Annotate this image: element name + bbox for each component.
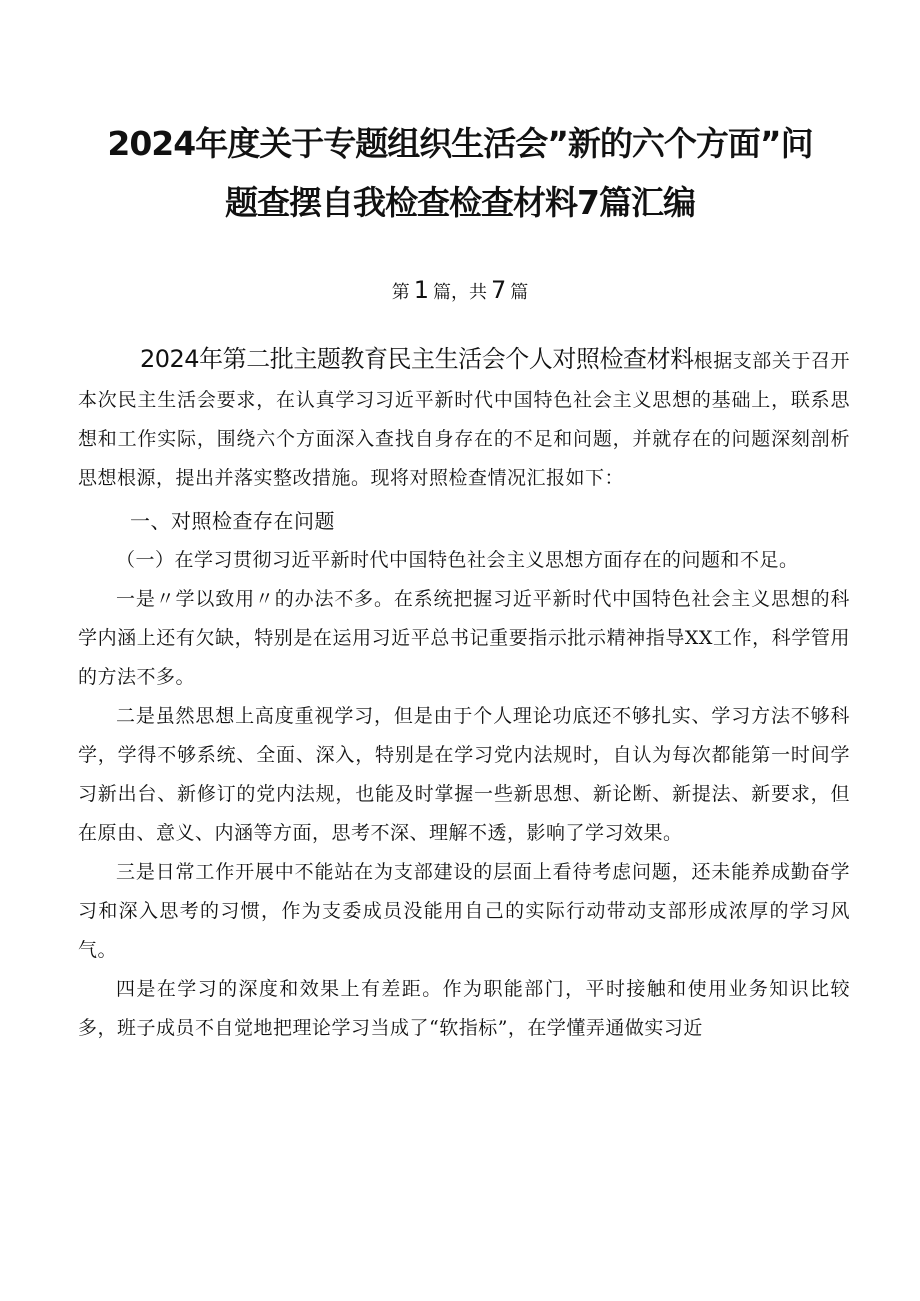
intro-text: 根据支部关于召开本次民主生活会要求，在认真学习习近平新时代中国特色社会主义思想的基础上，联系思想和工作实际，围绕六个方面深入查找自身存在的不足和问题，并就存在的问题深刻剖析思想根源，提出并落实整改措施。现将对照检查情况汇报如下： [78,350,850,489]
intro-paragraph [78,340,850,498]
section-suffix: 篇 [510,282,529,303]
document-title-line-2: 题查摆自我检查检查材料7篇汇编 [225,183,695,222]
sub-title: 2024年第二批主题教育民主生活会个人对照检查材料 [140,345,694,373]
section-prefix: 第 [391,282,410,303]
document-body [78,340,850,1048]
document-title-line-1: 2024年度关于专题组织生活会”新的六个方面”问 [107,124,813,163]
section-current-number: 1 [413,276,429,304]
point-2-paragraph: 二是虽然思想上高度重视学习，但是由于个人理论功底还不够扎实、学习方法不够科学，学得不够系统、全面、深入，特别是在学习党内法规时，自认为每次都能第一时间学习新出台、新修订的党内法规，也能及时掌握一些新思想、新论断、新提法、新要求，但在原由、意义、内涵等方面，思考不深、理解不透，影响了学习效果。 [78,705,850,844]
point-4-paragraph: 四是在学习的深度和效果上有差距。作为职能部门，平时接触和使用业务知识比较多，班子成员不自觉地把理论学习当成了“软指标”，在学懂弄通做实习近 [78,978,850,1039]
subheading-1: （一）在学习贯彻习近平新时代中国特色社会主义思想方面存在的问题和不足。 [116,549,799,571]
section-total-number: 7 [491,276,507,304]
section-indicator [0,275,920,308]
point-1-paragraph: 一是〃学以致用〃的办法不多。在系统把握习近平新时代中国特色社会主义思想的科学内涵上还有欠缺，特别是在运用习近平总书记重要指示批示精神指导XX工作，科学管用的方法不多。 [78,588,850,688]
heading-1: 一、对照检查存在问题 [130,509,335,533]
point-3-paragraph: 三是日常工作开展中不能站在为支部建设的层面上看待考虑问题，还未能养成勤奋学习和深入思考的习惯，作为支委成员没能用自己的实际行动带动支部形成浓厚的学习风气。 [78,861,850,961]
section-middle: 篇，共 [433,282,487,303]
